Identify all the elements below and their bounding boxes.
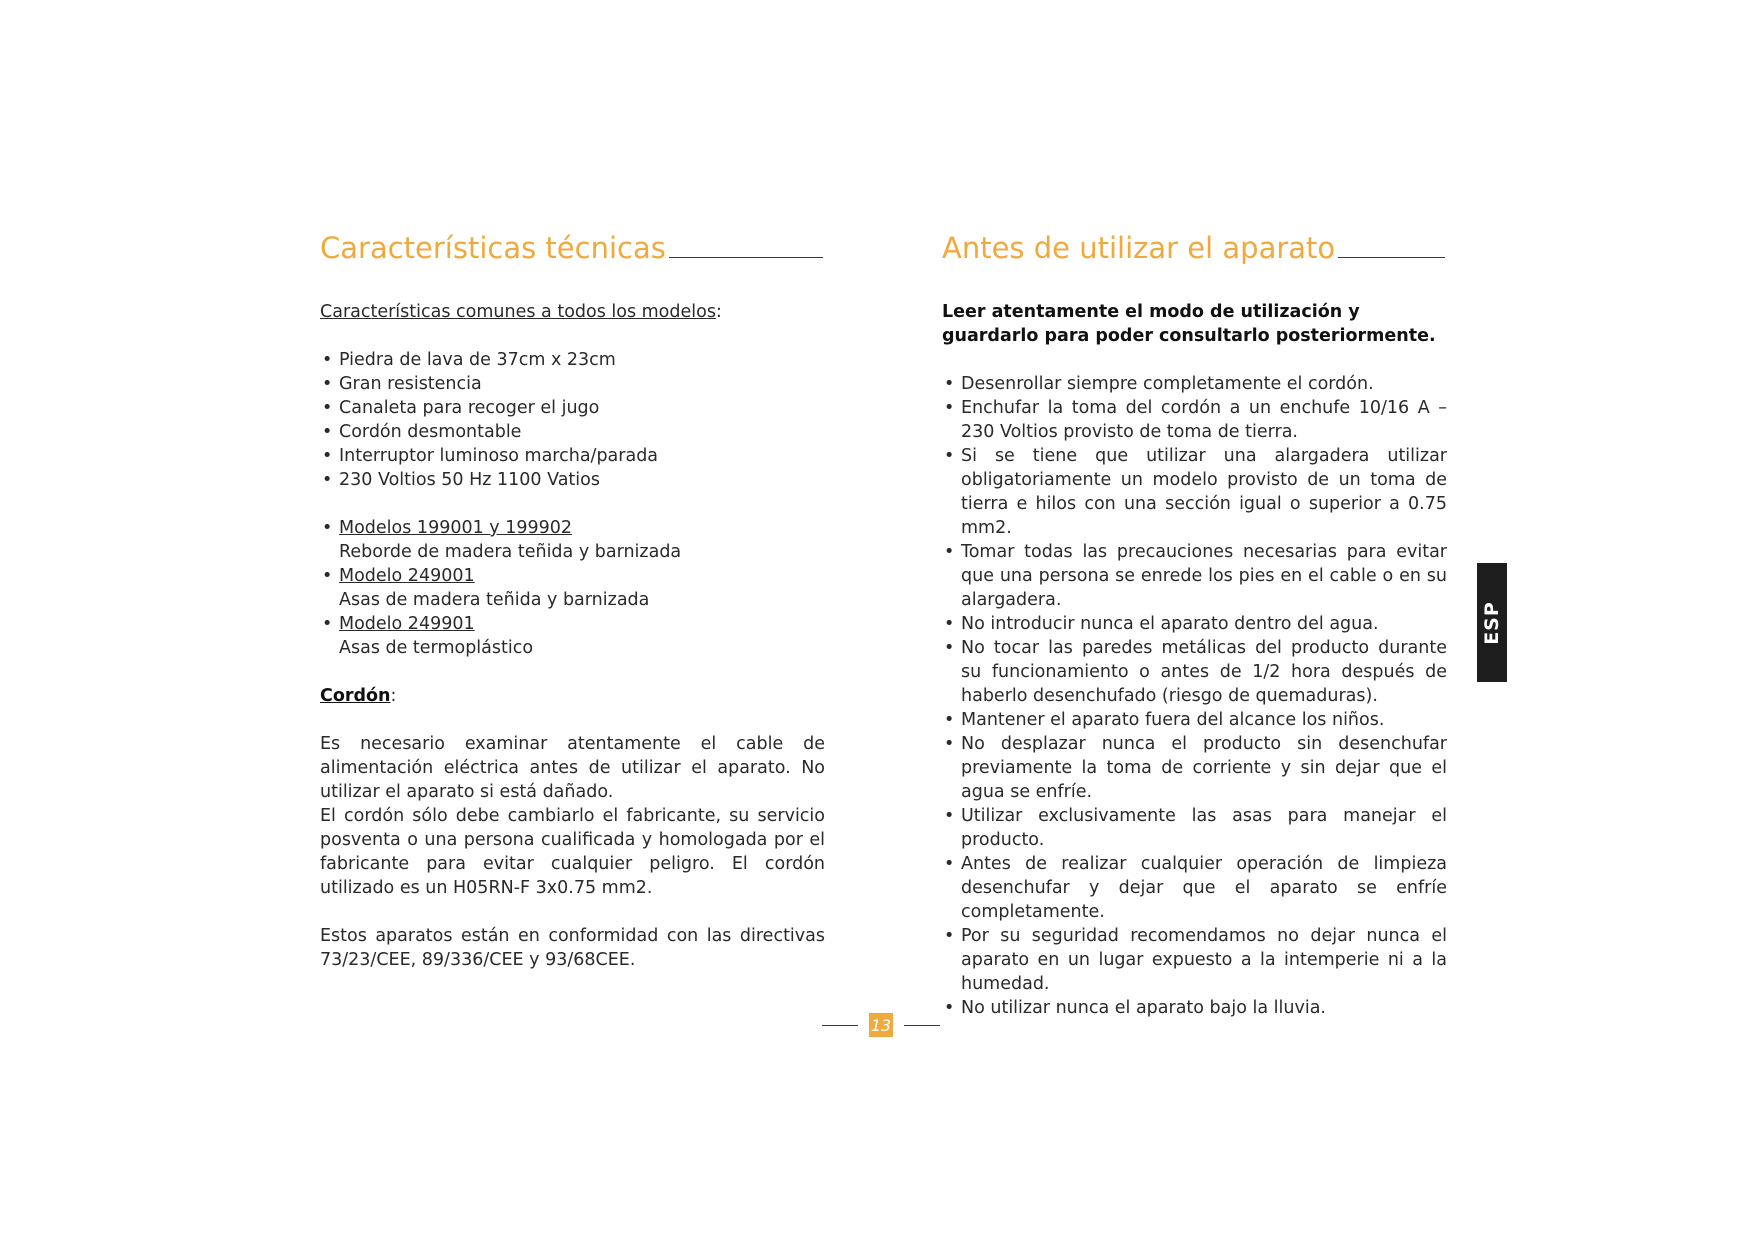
list-item: • No introducir nunca el aparato dentro del agua.: [944, 614, 1379, 634]
left-heading: [320, 228, 823, 268]
list-item: • Enchufar la toma del cordón a un enchufe 10/16 A – 230 Voltios provisto de toma de tierra.: [944, 398, 1447, 442]
footer-rule-left: [822, 1025, 858, 1026]
conformity-paragraph: Estos aparatos están en conformidad con las directivas 73/23/CEE, 89/336/CEE y 93/68CEE.: [320, 926, 825, 970]
cord-paragraph-2: El cordón sólo debe cambiarlo el fabricante, su servicio posventa o una persona cualificada y homologada por el fabricante para evitar cualquier peligro. El cordón utilizado es un H05RN-F 3x0.75 mm2.: [320, 806, 825, 898]
list-item: • Piedra de lava de 37cm x 23cm: [322, 350, 616, 370]
model-item: • Modelo 249001 Asas de madera teñida y barnizada: [322, 566, 650, 610]
list-item: • Mantener el aparato fuera del alcance los niños.: [944, 710, 1385, 730]
list-item: • Si se tiene que utilizar una alargadera utilizar obligatoriamente un modelo provisto de un toma de tierra e hilos con una sección igual o superior a 0.75 mm2.: [944, 446, 1447, 538]
page-number: 13: [869, 1013, 893, 1037]
list-item: • Por su seguridad recomendamos no dejar nunca el aparato en un lugar expuesto a la intemperie ni a la humedad.: [944, 926, 1447, 994]
left-column: [320, 228, 825, 972]
language-tab: [1477, 563, 1507, 682]
list-item: • Interruptor luminoso marcha/parada: [322, 446, 659, 466]
heading-rule: [1338, 257, 1445, 258]
cord-heading: Cordón:: [320, 686, 397, 706]
model-item: • Modelo 249901 Asas de termoplástico: [322, 614, 534, 658]
list-item: • Antes de realizar cualquier operación de limpieza desenchufar y dejar que el aparato se enfríe completamente.: [944, 854, 1447, 922]
list-item: • Desenrollar siempre completamente el cordón.: [944, 374, 1374, 394]
right-column: [942, 228, 1447, 1020]
list-item: • No utilizar nunca el aparato bajo la lluvia.: [944, 998, 1326, 1018]
footer-rule-right: [904, 1025, 940, 1026]
models-list: [320, 516, 825, 660]
list-item: • Canaleta para recoger el jugo: [322, 398, 600, 418]
features-list: [320, 348, 825, 492]
list-item: • No desplazar nunca el producto sin desenchufar previamente la toma de corriente y sin dejar que el agua se enfríe.: [944, 734, 1447, 802]
language-tab-label: ESP: [1481, 600, 1503, 645]
intro-text: Leer atentamente el modo de utilización y guardarlo para poder consultarlo posteriormente.: [942, 302, 1436, 346]
section-title-characteristics: Características técnicas: [320, 231, 666, 265]
list-item: • No tocar las paredes metálicas del producto durante su funcionamiento o antes de 1/2 hora después de haberlo desenchufado (riesgo de quemaduras).: [944, 638, 1447, 706]
list-item: • 230 Voltios 50 Hz 1100 Vatios: [322, 470, 600, 490]
list-item: • Utilizar exclusivamente las asas para manejar el producto.: [944, 806, 1447, 850]
list-item: • Gran resistencia: [322, 374, 482, 394]
right-heading: [942, 228, 1445, 268]
cord-paragraph-1: Es necesario examinar atentamente el cable de alimentación eléctrica antes de utilizar el aparato. No utilizar el aparato si está dañado.: [320, 734, 825, 802]
common-features-subheading: Características comunes a todos los modelos:: [320, 302, 722, 322]
list-item: • Tomar todas las precauciones necesarias para evitar que una persona se enrede los pies en el cable o en su alargadera.: [944, 542, 1447, 610]
heading-rule: [669, 257, 823, 258]
model-item: • Modelos 199001 y 199902 Reborde de madera teñida y barnizada: [322, 518, 682, 562]
list-item: • Cordón desmontable: [322, 422, 522, 442]
safety-list: [942, 372, 1447, 1020]
section-title-before-use: Antes de utilizar el aparato: [942, 231, 1336, 265]
page-number-footer: [822, 1013, 940, 1037]
